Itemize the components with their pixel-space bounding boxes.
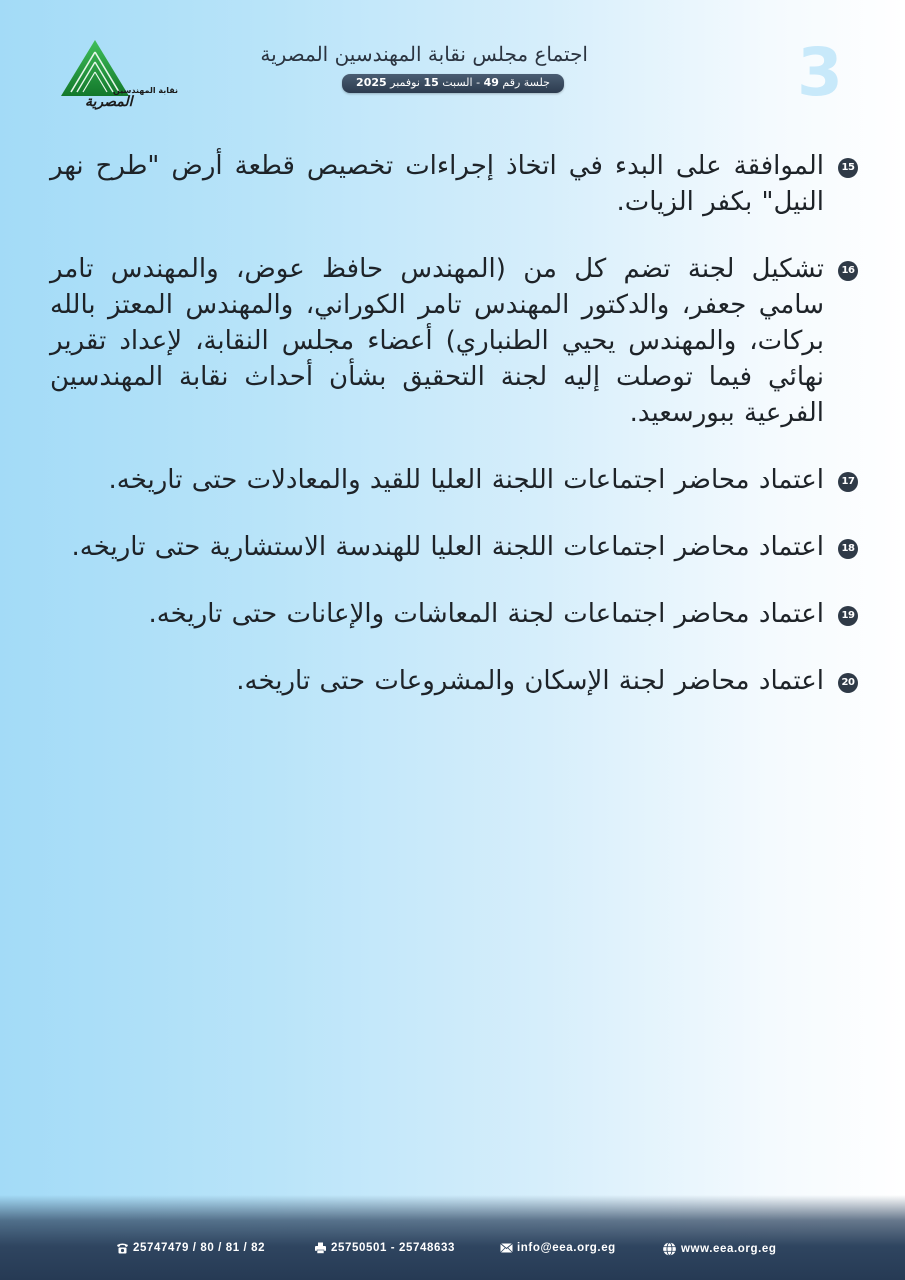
- footer-fax-text: 25750501 - 25748633: [331, 1242, 455, 1254]
- session-day: السبت: [442, 76, 473, 89]
- item-text: تشكيل لجنة تضم كل من (المهندس حافظ عوض، والمهندس تامر سامي جعفر، والدكتور المهندس تامر الكوراني، والمهندس المعتز بالله بركات، والمهندس يحيي الطنباري) أعضاء مجلس النقابة، لإعداد تقرير نهائي فيما توصلت إليه لجنة التحقيق بشأن أحداث نقابة المهندسين الفرعية ببورسعيد.: [50, 254, 824, 428]
- list-item: [50, 462, 858, 498]
- footer-website-text[interactable]: www.eea.org.eg: [681, 1243, 777, 1255]
- session-month: نوفمبر: [390, 76, 420, 89]
- session-year: 2025: [356, 76, 387, 89]
- item-number-badge: 15: [838, 158, 858, 178]
- item-text: اعتماد محاضر اجتماعات لجنة المعاشات والإعانات حتى تاريخه.: [148, 599, 824, 629]
- meeting-title: اجتماع مجلس نقابة المهندسين المصرية: [260, 42, 588, 66]
- page-header: [0, 0, 905, 135]
- item-number-badge: 16: [838, 261, 858, 281]
- list-item: [50, 663, 858, 699]
- contact-row: [0, 1242, 905, 1262]
- phone-icon: [116, 1242, 129, 1254]
- item-text: الموافقة على البدء في اتخاذ إجراءات تخصيص قطعة أرض "طرح نهر النيل" بكفر الزيات.: [50, 151, 824, 217]
- list-item: [50, 148, 858, 220]
- decision-list: [50, 148, 858, 730]
- item-number-badge: 19: [838, 606, 858, 626]
- list-item: [50, 529, 858, 565]
- item-number-badge: 18: [838, 539, 858, 559]
- list-item: [50, 596, 858, 632]
- item-text: اعتماد محاضر اجتماعات اللجنة العليا للقيد والمعادلات حتى تاريخه.: [108, 465, 824, 495]
- session-separator: -: [476, 76, 481, 89]
- logo-text-line2: المصرية: [85, 94, 133, 110]
- item-text: اعتماد محاضر لجنة الإسكان والمشروعات حتى تاريخه.: [236, 666, 824, 696]
- footer-fax: [314, 1242, 455, 1254]
- page-number: 3: [797, 34, 843, 111]
- logo-text-line1: نقابة المهندسين: [113, 86, 179, 95]
- session-day-of-month: 15: [423, 76, 439, 89]
- item-number-badge: 17: [838, 472, 858, 492]
- footer-phone: [116, 1242, 265, 1254]
- session-label: جلسة رقم: [502, 76, 550, 89]
- globe-icon: [662, 1242, 677, 1256]
- page-footer: [0, 1195, 905, 1280]
- session-number: 49: [483, 76, 499, 89]
- footer-website[interactable]: [662, 1242, 777, 1256]
- syndicate-logo: [55, 38, 179, 110]
- session-info-pill: [342, 74, 564, 93]
- envelope-icon: [500, 1242, 513, 1254]
- item-text: اعتماد محاضر اجتماعات اللجنة العليا للهندسة الاستشارية حتى تاريخه.: [71, 532, 824, 562]
- footer-email[interactable]: [500, 1242, 616, 1254]
- item-number-badge: 20: [838, 673, 858, 693]
- meeting-title-block: [260, 40, 588, 93]
- footer-email-text[interactable]: info@eea.org.eg: [517, 1242, 616, 1254]
- footer-phone-text: 25747479 / 80 / 81 / 82: [133, 1242, 266, 1254]
- fax-icon: [314, 1242, 327, 1254]
- list-item: [50, 251, 858, 431]
